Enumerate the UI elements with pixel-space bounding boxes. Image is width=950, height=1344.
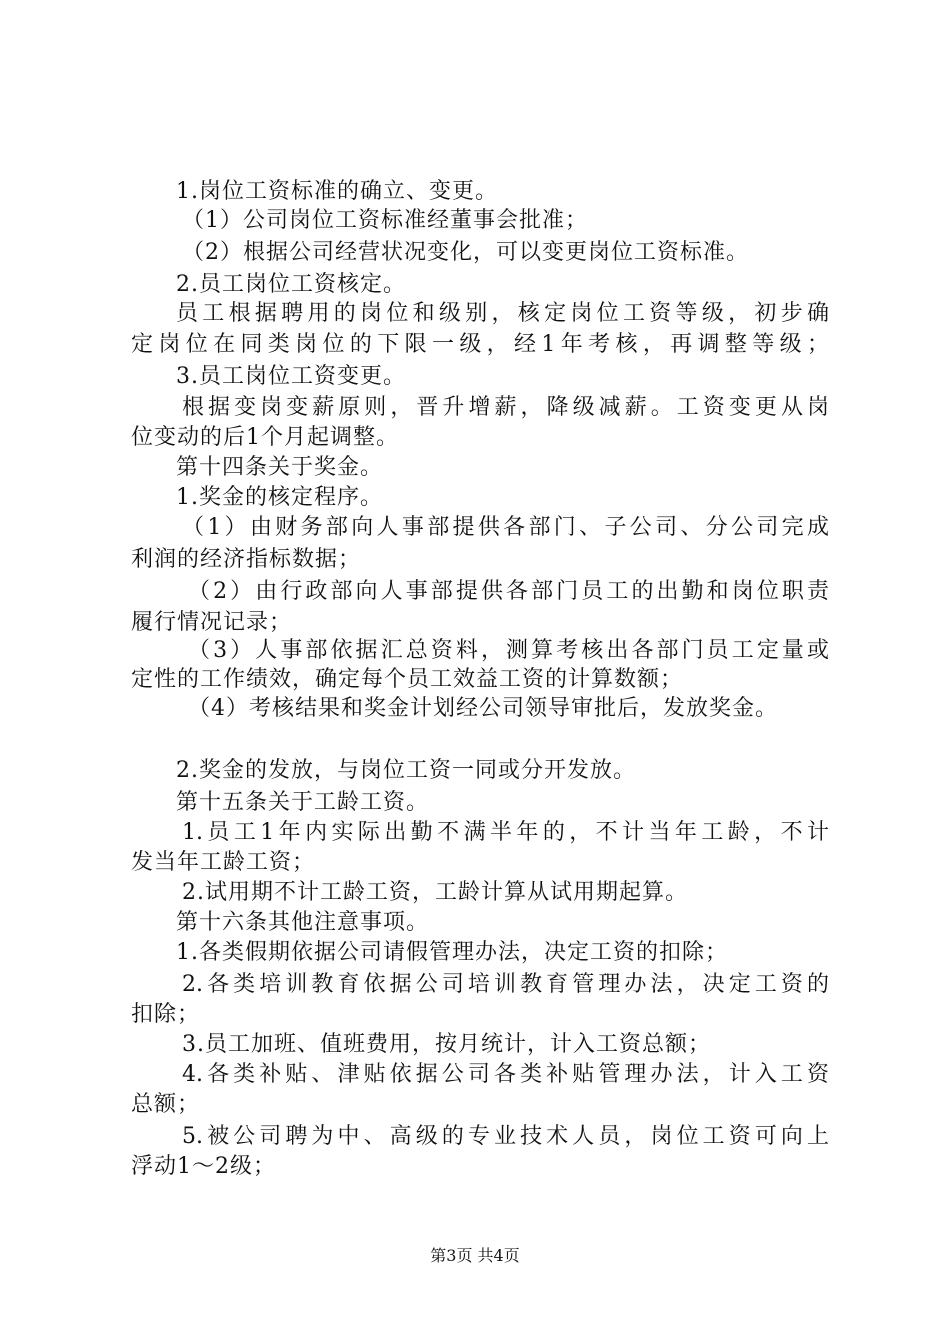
text-line: 4.各类补贴、津贴依据公司各类补贴管理办法，计入工资 [182,1062,829,1087]
text-line: 第十四条关于奖金。 [176,455,384,480]
text-line: （4）考核结果和奖金计划经公司领导审批后，发放奖金。 [188,696,778,721]
text-line: （3）人事部依据汇总资料，测算考核出各部门员工定量或 [188,638,829,663]
text-line: 1.岗位工资标准的确立、变更。 [176,179,498,204]
text-line: 第十六条其他注意事项。 [176,910,430,935]
text-line: 位变动的后1个月起调整。 [131,425,399,450]
text-line: 1.员工1年内实际出勤不满半年的，不计当年工龄，不计 [182,820,829,845]
text-line: 定岗位在同类岗位的下限一级，经1年考核，再调整等级； [131,332,829,357]
text-line: 2.奖金的发放，与岗位工资一同或分开发放。 [176,758,636,783]
text-line: 3.员工岗位工资变更。 [176,364,406,389]
text-line: 第十五条关于工龄工资。 [176,790,430,815]
text-line: 员工根据聘用的岗位和级别，核定岗位工资等级，初步确 [176,301,829,326]
text-line: 浮动1～2级； [131,1154,276,1179]
page-footer: 第3页 共4页 [430,1246,520,1265]
text-line: （2）根据公司经营状况变化，可以变更岗位工资标准。 [182,240,749,265]
text-line: 根据变岗变薪原则，晋升增薪，降级减薪。工资变更从岗 [182,395,829,420]
text-line: 履行情况记录； [131,610,293,635]
text-line: 3.员工加班、值班费用，按月统计，计入工资总额； [182,1032,711,1057]
text-line: 2.各类培训教育依据公司培训教育管理办法，决定工资的 [182,972,829,997]
text-line: 1.奖金的核定程序。 [176,485,383,510]
text-line: 发当年工龄工资； [131,850,316,875]
text-line: 1.各类假期依据公司请假管理办法，决定工资的扣除； [176,940,728,965]
text-line: 5.被公司聘为中、高级的专业技术人员，岗位工资可向上 [182,1124,829,1149]
text-line: 2.试用期不计工龄工资，工龄计算从试用期起算。 [182,880,688,905]
text-line: 总额； [131,1092,201,1117]
text-line: 2.员工岗位工资核定。 [176,272,406,297]
text-line: （1）公司岗位工资标准经董事会批准； [182,208,588,233]
text-line: 扣除； [131,1002,201,1027]
text-line: （1）由财务部向人事部提供各部门、子公司、分公司完成 [182,515,829,540]
text-line: 定性的工作绩效，确定每个员工效益工资的计算数额； [131,667,684,692]
text-line: （2）由行政部向人事部提供各部门员工的出勤和岗位职责 [188,579,829,604]
text-line: 利润的经济指标数据； [131,547,362,572]
